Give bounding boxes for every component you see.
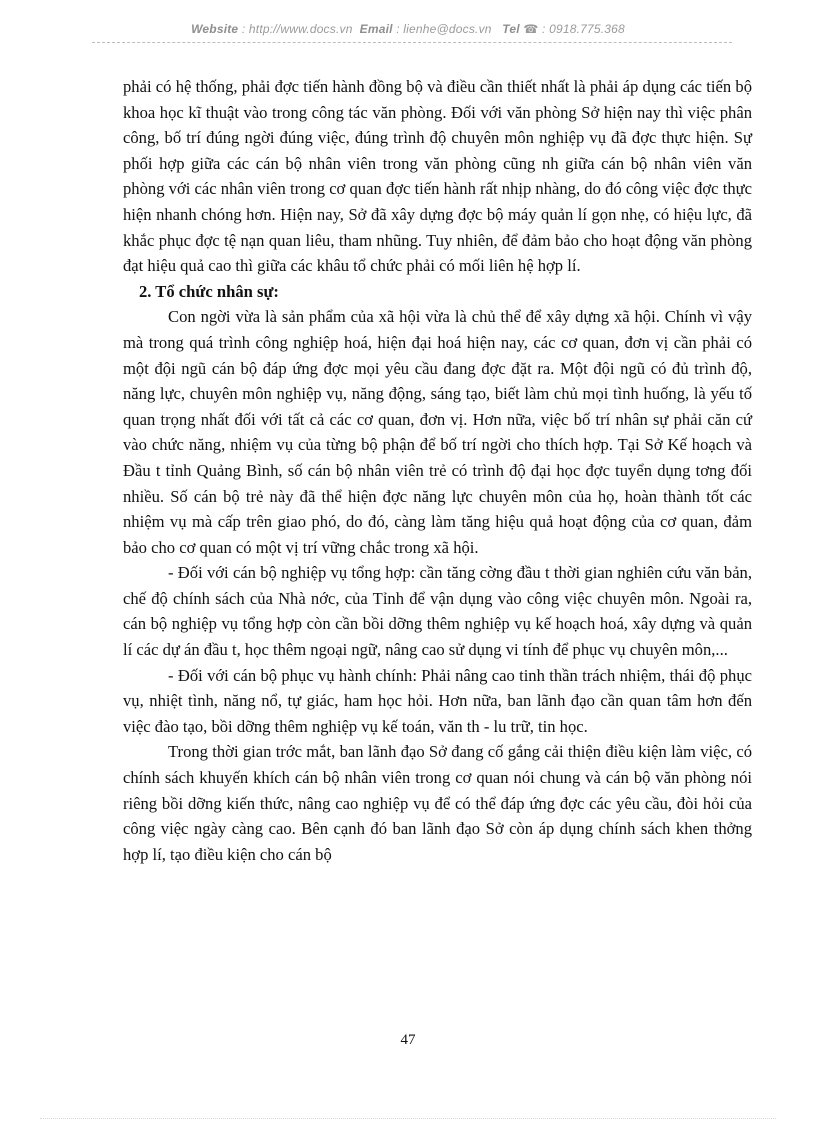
header-divider xyxy=(92,42,732,43)
page-header xyxy=(0,22,816,36)
paragraph-2: Con ngời vừa là sản phẩm của xã hội vừa là chủ thể để xây dựng xã hội. Chính vì vậy mà trong quá trình công nghiệp hoá, hiện đại hoá hiện nay, các cơ quan, đơn vị cần phải có một đội ngũ cán bộ đáp ứng đợc mọi yêu cầu đang đợc đặt ra. Một đội ngũ có đủ trình độ, năng lực, chuyên môn nghiệp vụ, năng động, sáng tạo, biết làm chủ mọi tình huống, là yếu tố quan trọng nhất đối với tất cả các cơ quan, đơn vị. Hơn nữa, việc bố trí nhân sự phải căn cứ vào chức năng, nhiệm vụ của từng bộ phận để bố trí ngời cho thích hợp. Tại Sở Kế hoạch và Đầu t tỉnh Quảng Bình, số cán bộ nhân viên trẻ có trình độ đại học đợc tuyển dụng tơng đối nhiều. Số cán bộ trẻ này đã thể hiện đợc năng lực chuyên môn của họ, hoàn thành tốt các nhiệm vụ mà cấp trên giao phó, do đó, càng làm tăng hiệu quả hoạt động của cơ quan, đảm bảo cho cơ quan có một vị trí vững chắc trong xã hội. xyxy=(123,307,752,557)
paragraph-1: phải có hệ thống, phải đợc tiến hành đồng bộ và điều cần thiết nhất là phải áp dụng các tiến bộ khoa học kĩ thuật vào trong công tác văn phòng. Đối với văn phòng Sở hiện nay thì việc phân công, bố trí đúng ngời đúng việc, đúng trình độ chuyên môn nghiệp vụ đã đợc thực hiện. Sự phối hợp giữa các cán bộ nhân viên trong văn phòng cũng nh giữa cán bộ nhân viên văn phòng với các nhân viên trong cơ quan đợc tiến hành rất nhịp nhàng, do đó công việc đợc thực hiện nhanh chóng hơn. Hiện nay, Sở đã xây dựng đợc bộ máy quản lí gọn nhẹ, có hiệu lực, đã khắc phục đợc tệ nạn quan liêu, tham nhũng. Tuy nhiên, để đảm bảo cho hoạt động văn phòng đạt hiệu quả cao thì giữa các khâu tổ chức phải có mối liên hệ hợp lí. xyxy=(123,77,752,276)
section-heading: 2. Tổ chức nhân sự: xyxy=(139,281,279,301)
paragraph-4: - Đối với cán bộ phục vụ hành chính: Phải nâng cao tinh thần trách nhiệm, thái độ phục vụ, nhiệt tình, năng nổ, tự giác, ham học hỏi. Hơn nữa, ban lãnh đạo cần quan tâm hơn đến việc đào tạo, bồi dỡng thêm nghiệp vụ kế toán, văn th - lu trữ, tin học. xyxy=(123,665,752,736)
email-address[interactable]: : lienhe@docs.vn xyxy=(396,22,492,36)
email-label: Email xyxy=(359,22,393,36)
paragraph-5: Trong thời gian trớc mắt, ban lãnh đạo Sở đang cố gắng cải thiện điều kiện làm việc, có chính sách khuyến khích cán bộ nhân viên trong cơ quan nói chung và cán bộ văn phòng nói riêng bồi dỡng kiến thức, nâng cao nghiệp vụ để có thể đáp ứng đợc các yêu cầu, đòi hỏi của công việc ngày càng cao. Bên cạnh đó ban lãnh đạo Sở còn áp dụng chính sách khen thởng hợp lí, tạo điều kiện cho cán bộ xyxy=(123,742,752,864)
website-label: Website xyxy=(191,22,239,36)
tel-number: : 0918.775.368 xyxy=(542,22,625,36)
paragraph-3: - Đối với cán bộ nghiệp vụ tổng hợp: cần tăng cờng đầu t thời gian nghiên cứu văn bản, chế độ chính sách của Nhà nớc, của Tỉnh để vận dụng vào công việc chuyên môn. Ngoài ra, cán bộ nghiệp vụ tổng hợp còn cần bồi dỡng thêm nghiệp vụ kế hoạch hoá, xây dựng và quản lí các dự án đầu t, học thêm ngoại ngữ, nâng cao sử dụng vi tính để phục vụ chuyên môn,... xyxy=(123,563,752,660)
tel-label: Tel xyxy=(502,22,520,36)
footer-divider xyxy=(40,1118,776,1119)
page-number: 47 xyxy=(400,1032,416,1048)
document-body xyxy=(123,74,752,867)
website-url[interactable]: : http://www.docs.vn xyxy=(241,22,353,36)
phone-icon: ☎ xyxy=(523,22,539,36)
